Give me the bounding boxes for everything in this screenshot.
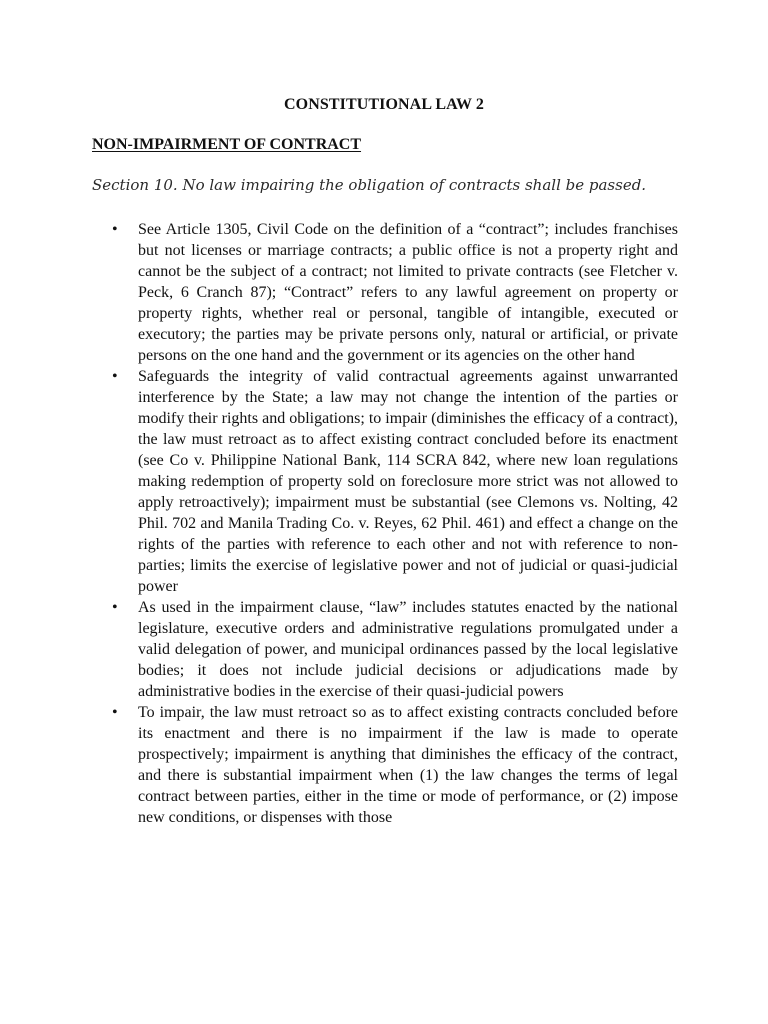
bullet-icon: • [112, 368, 118, 385]
bullet-icon: • [112, 704, 118, 721]
constitutional-provision: Section 10. No law impairing the obligation of contracts shall be passed. [92, 176, 647, 194]
bullet-text: Safeguards the integrity of valid contractual agreements against unwarranted interference by the State; a law may not change the intention of the parties or modify their rights and obligations; to impair (diminishes the efficacy of a contract), the law must retroact as to affect existing contract concluded before its enactment (see Co v. Philippine National Bank, 114 SCRA 842, where new loan regulations making redemption of property sold on foreclosure more strict was not allowed to apply retroactively); impairment must be substantial (see Clemons vs. Nolting, 42 Phil. 702 and Manila Trading Co. v. Reyes, 62 Phil. 461) and effect a change on the rights of the parties with reference to each other and not with reference to non-parties; limits the exercise of legislative power and not of judicial or quasi-judicial power [138, 368, 678, 595]
bullet-icon: • [112, 599, 118, 616]
bullet-icon: • [112, 221, 118, 238]
bullet-text: To impair, the law must retroact so as to affect existing contracts concluded before its enactment and there is no impairment if the law is made to operate prospectively; impairment is anything that diminishes the efficacy of the contract, and there is substantial impairment when (1) the law changes the terms of legal contract between parties, either in the time or mode of performance, or (2) impose new conditions, or dispenses with those [138, 704, 678, 826]
bullet-text: As used in the impairment clause, “law” includes statutes enacted by the national legislature, executive orders and administrative regulations promulgated under a valid delegation of power, and municipal ordinances passed by the local legislative bodies; it does not include judicial decisions or adjudications made by administrative bodies in the exercise of their quasi-judicial powers [138, 599, 678, 700]
list-item [92, 366, 678, 597]
list-item [92, 219, 678, 366]
bullet-list [92, 219, 678, 828]
section-heading: NON-IMPAIRMENT OF CONTRACT [92, 136, 362, 153]
list-item [92, 597, 678, 702]
list-item [92, 702, 678, 828]
document-title: CONSTITUTIONAL LAW 2 [284, 96, 484, 113]
bullet-text: See Article 1305, Civil Code on the definition of a “contract”; includes franchises but not licenses or marriage contracts; a public office is not a property right and cannot be the subject of a contract; not limited to private contracts (see Fletcher v. Peck, 6 Cranch 87); “Contract” refers to any lawful agreement on property or property rights, whether real or personal, tangible of intangible, executed or executory; the parties may be private persons only, natural or artificial, or private persons on the one hand and the government or its agencies on the other hand [138, 221, 678, 364]
